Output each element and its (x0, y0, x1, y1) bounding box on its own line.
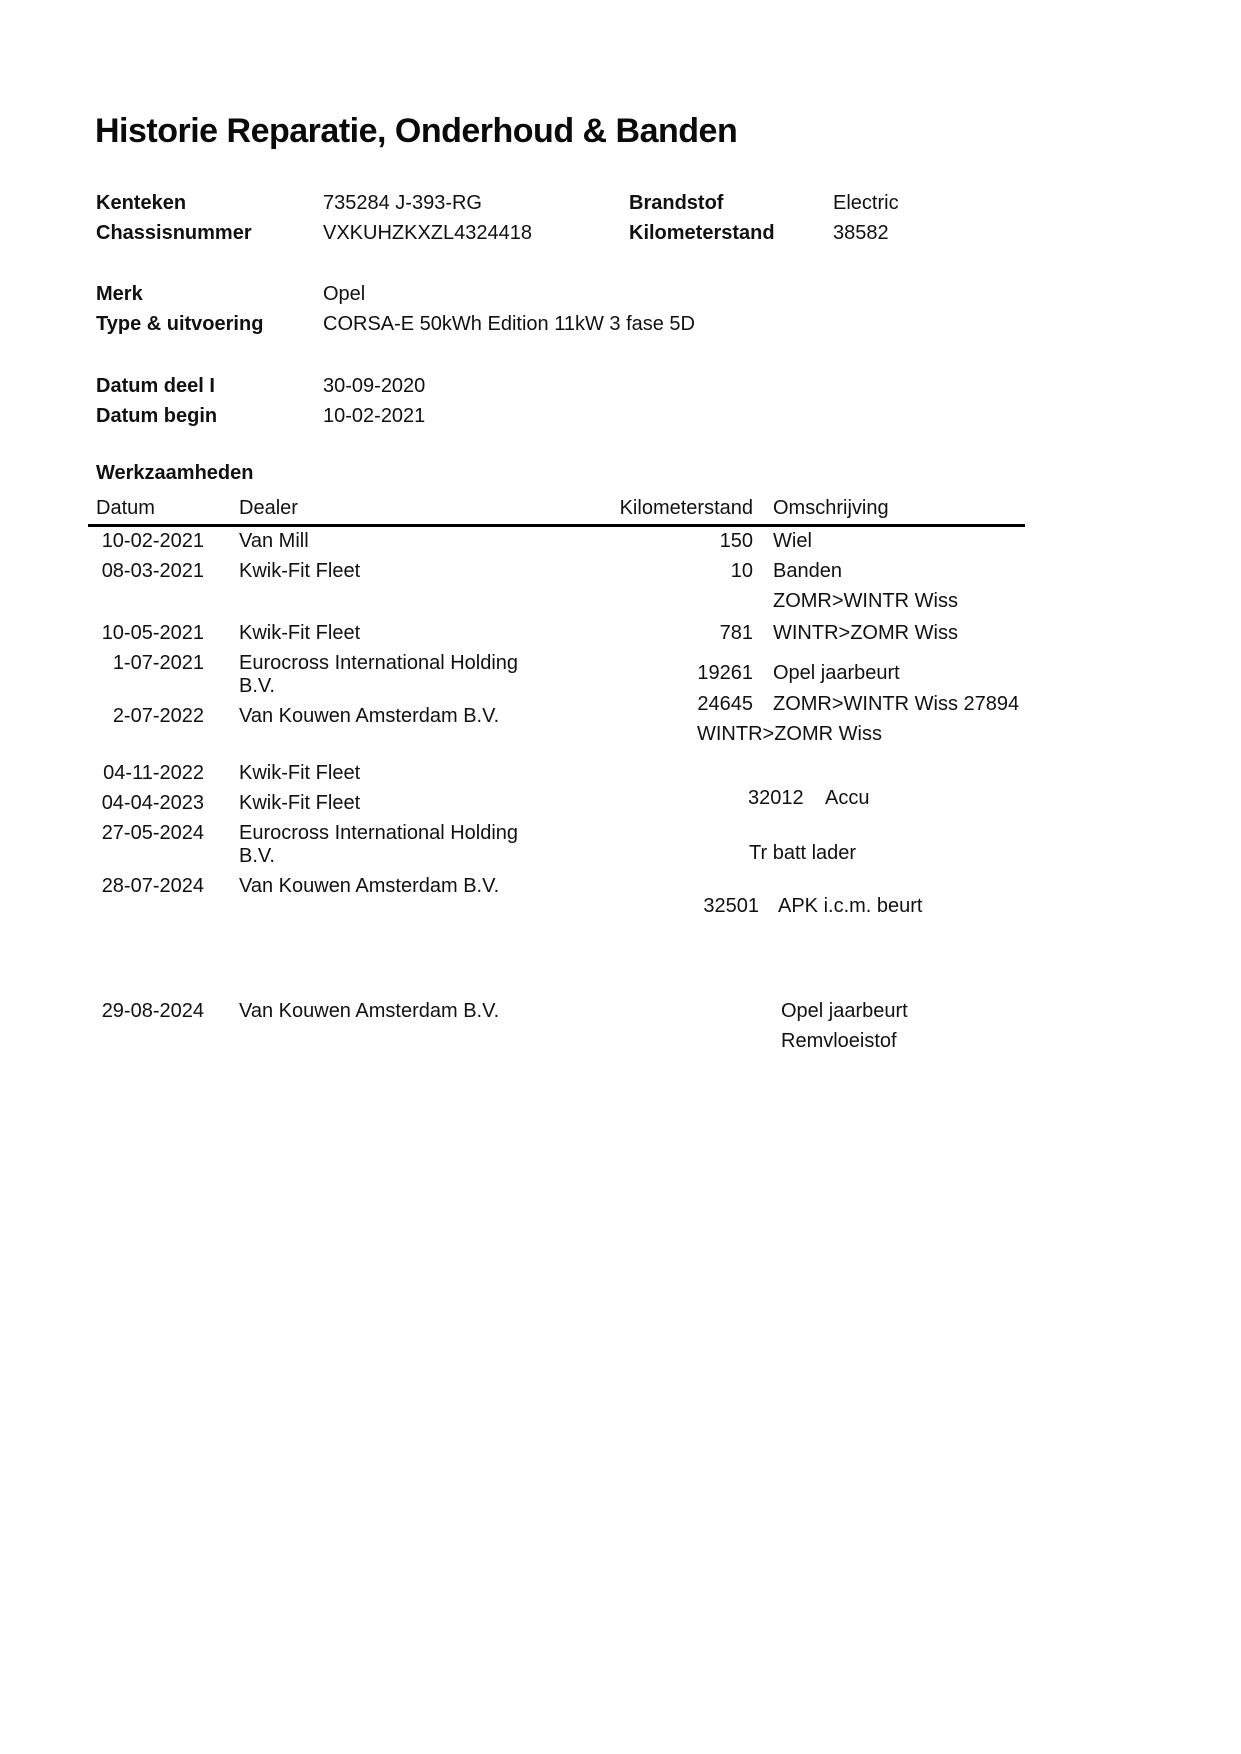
kenteken-label: Kenteken (96, 192, 187, 214)
datum-begin-value: 10-02-2021 (323, 405, 426, 427)
row-omschrijving: Accu (825, 787, 870, 809)
row-datum: 04-04-2023 (101, 792, 204, 814)
row-omschrijving: WINTR>ZOMR Wiss (697, 723, 882, 745)
kilometerstand-label: Kilometerstand (629, 222, 775, 244)
row-kilometerstand: 150 (719, 530, 753, 552)
row-datum: 29-08-2024 (101, 1000, 204, 1022)
datum-begin-label: Datum begin (96, 405, 218, 427)
row-dealer: Kwik-Fit Fleet (239, 792, 361, 814)
row-kilometerstand: 781 (719, 622, 753, 644)
type-value: CORSA-E 50kWh Edition 11kW 3 fase 5D (323, 313, 695, 335)
brandstof-value: Electric (833, 192, 899, 214)
column-header-dealer: Dealer (239, 497, 298, 519)
row-dealer: Van Kouwen Amsterdam B.V. (239, 875, 500, 897)
datum-deel-label: Datum deel I (96, 375, 215, 397)
werkzaamheden-heading: Werkzaamheden (96, 462, 254, 484)
row-kilometerstand: 10 (730, 560, 753, 582)
row-omschrijving: Remvloeistof (781, 1030, 897, 1052)
datum-deel-value: 30-09-2020 (323, 375, 426, 397)
row-datum: 2-07-2022 (112, 705, 204, 727)
row-dealer: Van Kouwen Amsterdam B.V. (239, 1000, 500, 1022)
row-dealer: Kwik-Fit Fleet (239, 762, 361, 784)
row-omschrijving: Wiel (773, 530, 812, 552)
merk-value: Opel (323, 283, 366, 305)
row-omschrijving: Opel jaarbeurt (781, 1000, 908, 1022)
column-header-kilometerstand: Kilometerstand (619, 497, 753, 519)
row-datum: 10-05-2021 (101, 622, 204, 644)
row-dealer: Eurocross International Holding B.V. (239, 822, 519, 867)
row-datum: 04-11-2022 (103, 762, 204, 784)
row-omschrijving: ZOMR>WINTR Wiss (773, 590, 958, 612)
row-kilometerstand: 32501 (703, 895, 759, 917)
column-header-datum: Datum (96, 497, 155, 519)
chassisnummer-value: VXKUHZKXZL4324418 (323, 222, 533, 244)
row-omschrijving: Opel jaarbeurt (773, 662, 900, 684)
page-title: Historie Reparatie, Onderhoud & Banden (95, 112, 738, 150)
table-header-rule (88, 524, 1025, 527)
row-datum: 10-02-2021 (101, 530, 204, 552)
kilometerstand-value: 38582 (833, 222, 889, 244)
type-label: Type & uitvoering (96, 313, 264, 335)
column-header-omschrijving: Omschrijving (773, 497, 889, 519)
row-dealer: Van Mill (239, 530, 309, 552)
kenteken-value: 735284 J-393-RG (323, 192, 482, 214)
row-kilometerstand: 24645 (697, 693, 753, 715)
row-dealer: Eurocross International Holding B.V. (239, 652, 519, 697)
row-omschrijving: Banden (773, 560, 842, 582)
row-omschrijving: WINTR>ZOMR Wiss (773, 622, 958, 644)
row-datum: 1-07-2021 (112, 652, 204, 674)
row-dealer: Kwik-Fit Fleet (239, 560, 361, 582)
row-omschrijving: ZOMR>WINTR Wiss 27894 (773, 693, 1020, 715)
row-omschrijving: Tr batt lader (749, 842, 857, 864)
row-kilometerstand: 19261 (697, 662, 753, 684)
merk-label: Merk (96, 283, 143, 305)
row-datum: 27-05-2024 (101, 822, 204, 844)
chassisnummer-label: Chassisnummer (96, 222, 252, 244)
row-kilometerstand: 32012 (748, 787, 804, 809)
brandstof-label: Brandstof (629, 192, 724, 214)
row-datum: 28-07-2024 (101, 875, 204, 897)
row-omschrijving: APK i.c.m. beurt (778, 895, 923, 917)
row-datum: 08-03-2021 (101, 560, 204, 582)
row-dealer: Van Kouwen Amsterdam B.V. (239, 705, 500, 727)
row-dealer: Kwik-Fit Fleet (239, 622, 361, 644)
